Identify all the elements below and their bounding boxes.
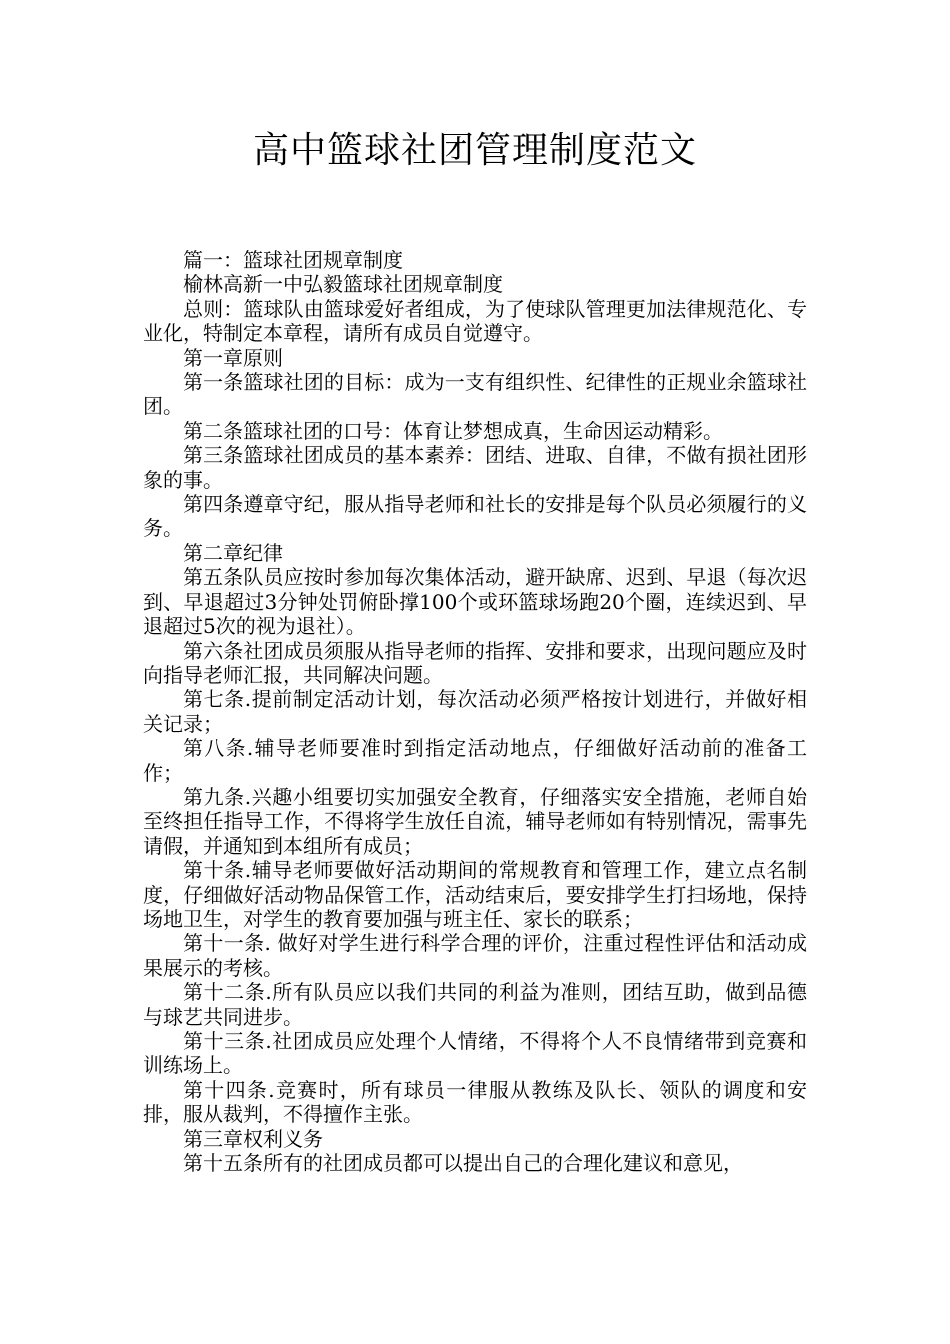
article-paragraph: 第四条遵章守纪，服从指导老师和社长的安排是每个队员必须履行的义务。 <box>143 492 807 541</box>
article-paragraph: 第三条篮球社团成员的基本素养：团结、进取、自律，不做有损社团形象的事。 <box>143 443 807 492</box>
article-paragraph: 第六条社团成员须服从指导老师的指挥、安排和要求，出现问题应及时向指导老师汇报，共同解决问题。 <box>143 638 807 687</box>
article-paragraph: 第十五条所有的社团成员都可以提出自己的合理化建议和意见， <box>183 1151 743 1176</box>
chapter-heading: 第一章原则 <box>183 345 283 370</box>
chapter-heading: 第三章权利义务 <box>183 1126 323 1151</box>
subtitle: 榆林高新一中弘毅篮球社团规章制度 <box>183 272 503 297</box>
article-paragraph: 第一条篮球社团的目标：成为一支有组织性、纪律性的正规业余篮球社团。 <box>143 370 807 419</box>
article-paragraph: 第九条.兴趣小组要切实加强安全教育，仔细落实安全措施，老师自始至终担任指导工作，不得将学生放任自流，辅导老师如有特别情况，需事先请假，并通知到本组所有成员； <box>143 784 807 858</box>
article-paragraph: 第十四条.竞赛时，所有球员一律服从教练及队长、领队的调度和安排，服从裁判，不得擅作主张。 <box>143 1077 807 1127</box>
document-title: 高中篮球社团管理制度范文 <box>252 130 697 171</box>
article-paragraph: 第十条.辅导老师要做好活动期间的常规教育和管理工作，建立点名制度，仔细做好活动物品保管工作，活动结束后，要安排学生打扫场地，保持场地卫生，对学生的教育要加强与班主任、家长的联系； <box>143 858 807 931</box>
article-paragraph: 第五条队员应按时参加每次集体活动，避开缺席、迟到、早退（每次迟到、早退超过3分钟处罚俯卧撑100个或环篮球场跑20个圈，连续迟到、早退超过5次的视为退社）。 <box>143 565 807 639</box>
chapter-heading: 第二章纪律 <box>183 540 283 565</box>
article-paragraph: 第十二条.所有队员应以我们共同的利益为准则，团结互助，做到品德与球艺共同进步。 <box>143 980 807 1029</box>
section-heading: 篇一：篮球社团规章制度 <box>183 248 403 272</box>
document-body <box>143 248 807 1175</box>
article-paragraph: 第八条.辅导老师要准时到指定活动地点，仔细做好活动前的准备工作； <box>143 736 807 785</box>
article-paragraph: 第二条篮球社团的口号：体育让梦想成真，生命因运动精彩。 <box>183 418 723 443</box>
article-paragraph: 第十三条.社团成员应处理个人情绪，不得将个人不良情绪带到竞赛和训练场上。 <box>143 1029 807 1078</box>
article-paragraph: 第七条.提前制定活动计划，每次活动必须严格按计划进行，并做好相关记录； <box>143 687 807 736</box>
article-paragraph: 第十一条. 做好对学生进行科学合理的评价，注重过程性评估和活动成果展示的考核。 <box>143 931 807 980</box>
general-rule-paragraph: 总则：篮球队由篮球爱好者组成，为了使球队管理更加法律规范化、专业化，特制定本章程，请所有成员自觉遵守。 <box>143 296 807 346</box>
